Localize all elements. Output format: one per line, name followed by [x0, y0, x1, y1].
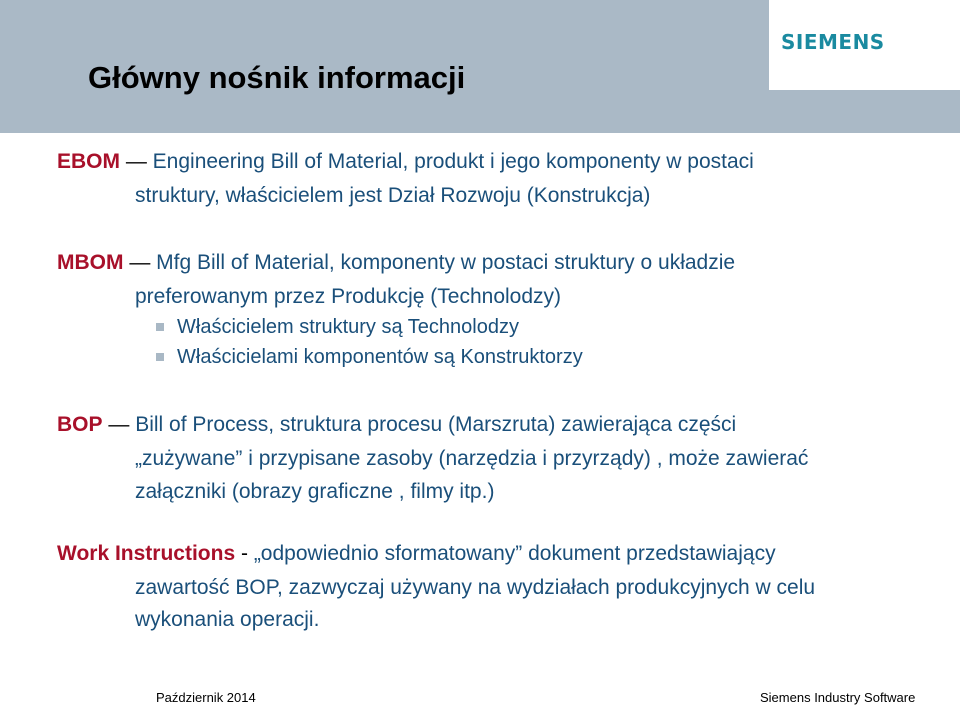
siemens-logo: SIEMENS [781, 30, 885, 54]
mbom-sub-1: Właścicielem struktury są Technolodzy [177, 316, 519, 338]
ebom-line-2: struktury, właścicielem jest Dział Rozwoju (Konstrukcja) [135, 184, 651, 207]
footer-company: Siemens Industry Software [760, 690, 916, 705]
square-bullet-icon [156, 353, 164, 361]
em-dash: — [102, 413, 136, 436]
bop-line-1 [57, 413, 736, 437]
bop-line-3: załączniki (obrazy graficzne , filmy itp.) [135, 480, 495, 503]
wi-keyword: Work Instructions [57, 542, 236, 565]
wi-line-3: wykonania operacji. [135, 608, 320, 631]
slide-title: Główny nośnik informacji [88, 60, 466, 95]
ebom-line-1 [57, 150, 754, 174]
em-dash: — [120, 150, 153, 173]
bop-text-1: Bill of Process, struktura procesu (Marszruta) zawierająca części [135, 413, 737, 436]
bop-line-2: „zużywane” i przypisane zasoby (narzędzia i przyrządy) , może zawierać [135, 447, 809, 470]
mbom-keyword: MBOM [57, 251, 124, 274]
footer-date: Październik 2014 [156, 690, 256, 705]
mbom-line-1 [57, 251, 735, 275]
square-bullet-icon [156, 323, 164, 331]
mbom-sub-2: Właścicielami komponentów są Konstruktorzy [177, 346, 583, 368]
em-dash: — [123, 251, 157, 274]
wi-line-1 [57, 542, 776, 566]
mbom-text-1: Mfg Bill of Material, komponenty w postaci struktury o układzie [156, 251, 736, 274]
bop-keyword: BOP [57, 413, 103, 436]
mbom-line-2: preferowanym przez Produkcję (Technolodzy) [135, 285, 562, 308]
wi-separator: - [235, 542, 254, 565]
ebom-keyword: EBOM [57, 150, 120, 173]
wi-line-2: zawartość BOP, zazwyczaj używany na wydziałach produkcyjnych w celu [135, 576, 816, 599]
ebom-text-1: Engineering Bill of Material, produkt i jego komponenty w postaci [152, 150, 754, 173]
wi-text-1: „odpowiednio sformatowany” dokument przedstawiający [253, 542, 776, 565]
